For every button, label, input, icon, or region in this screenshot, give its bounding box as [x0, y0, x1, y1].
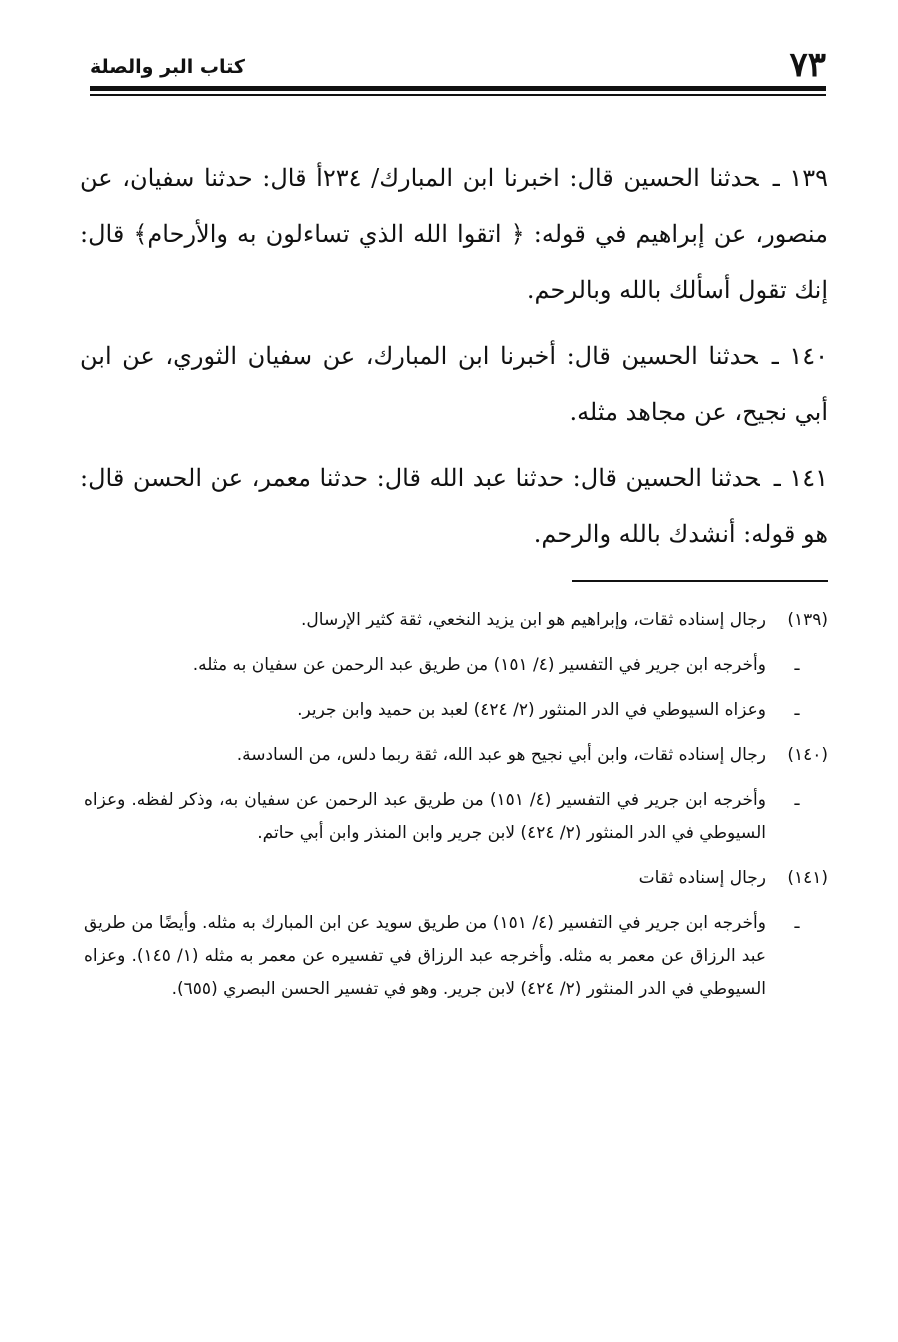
footnote-item	[84, 694, 828, 727]
footnote-item-text: وأخرجه ابن جرير في التفسير (٤/ ١٥١) من طريق سويد عن ابن المبارك به مثله. وأيضًا من طريق عبد الرزاق عن معمر به مثله. وأخرجه عبد الرزاق في تفسيره عن معمر به مثله (١/ ١٤٥). وعزاه السيوطي في الدر المنثور (٢/ ٤٢٤) لابن جرير. وهو في تفسير الحسن البصري (٦٥٥).	[84, 913, 766, 999]
footnote-item-text: وأخرجه ابن جرير في التفسير (٤/ ١٥١) من طريق عبد الرحمن عن سفيان به مثله.	[192, 655, 766, 675]
footnote-139	[84, 604, 828, 727]
dash-marker: ـ	[794, 790, 800, 810]
footnote-item-text: وعزاه السيوطي في الدر المنثور (٢/ ٤٢٤) لعبد بن حميد وابن جرير.	[297, 700, 766, 720]
dash-marker: ـ	[794, 913, 800, 933]
footnote-label: (١٤٠)	[787, 745, 828, 765]
dash-marker: ـ	[794, 655, 800, 675]
footnote-item-text: وأخرجه ابن جرير في التفسير (٤/ ١٥١) من طريق عبد الرحمن عن سفيان به، وذكر لفظه. وعزاه السيوطي في الدر المنثور (٢/ ٤٢٤) لابن جرير وابن المنذر وابن أبي حاتم.	[84, 790, 766, 843]
footnote-label: (١٤١)	[787, 868, 828, 888]
hadith-number: ١٣٩ ـ	[772, 164, 828, 192]
footnote-item	[84, 784, 828, 850]
footnote-head	[84, 862, 828, 895]
main-text	[80, 150, 828, 572]
footnote-text: رجال إسناده ثقات	[638, 868, 766, 888]
header-rule-thick	[90, 86, 826, 91]
footnote-head	[84, 604, 828, 637]
hadith-text: حدثنا الحسين قال: أخبرنا ابن المبارك، عن سفيان الثوري، عن ابن أبي نجيح، عن مجاهد مثله.	[80, 342, 828, 426]
hadith-141	[80, 450, 828, 562]
page-number: ٧٣	[789, 45, 826, 85]
running-head	[90, 42, 826, 85]
footnote-141	[84, 862, 828, 1006]
hadith-number: ١٤١ ـ	[773, 464, 828, 492]
footnote-140	[84, 739, 828, 850]
footnote-text: رجال إسناده ثقات، وابن أبي نجيح هو عبد الله، ثقة ربما دلس، من السادسة.	[236, 745, 766, 765]
hadith-text: حدثنا الحسين قال: حدثنا عبد الله قال: حدثنا معمر، عن الحسن قال: هو قوله: أنشدك بالله والرحم.	[80, 464, 828, 548]
footnote-text: رجال إسناده ثقات، وإبراهيم هو ابن يزيد النخعي، ثقة كثير الإرسال.	[301, 610, 766, 630]
header-rule-thin	[90, 94, 826, 96]
footnote-label: (١٣٩)	[787, 610, 828, 630]
hadith-number: ١٤٠ ـ	[771, 342, 828, 370]
footnote-item	[84, 907, 828, 1006]
hadith-140	[80, 328, 828, 440]
footnotes	[84, 604, 828, 1018]
footnote-separator	[572, 580, 828, 582]
footnote-head	[84, 739, 828, 772]
dash-marker: ـ	[794, 700, 800, 720]
hadith-139	[80, 150, 828, 318]
hadith-text: حدثنا الحسين قال: اخبرنا ابن المبارك/ ٢٣٤أ قال: حدثنا سفيان، عن منصور، عن إبراهيم في قوله: ﴿ اتقوا الله الذي تساءلون به والأرحام﴾ قال: إنك تقول أسألك بالله وبالرحم.	[80, 164, 828, 304]
book-title: كتاب البر والصلة	[90, 56, 245, 78]
footnote-item	[84, 649, 828, 682]
